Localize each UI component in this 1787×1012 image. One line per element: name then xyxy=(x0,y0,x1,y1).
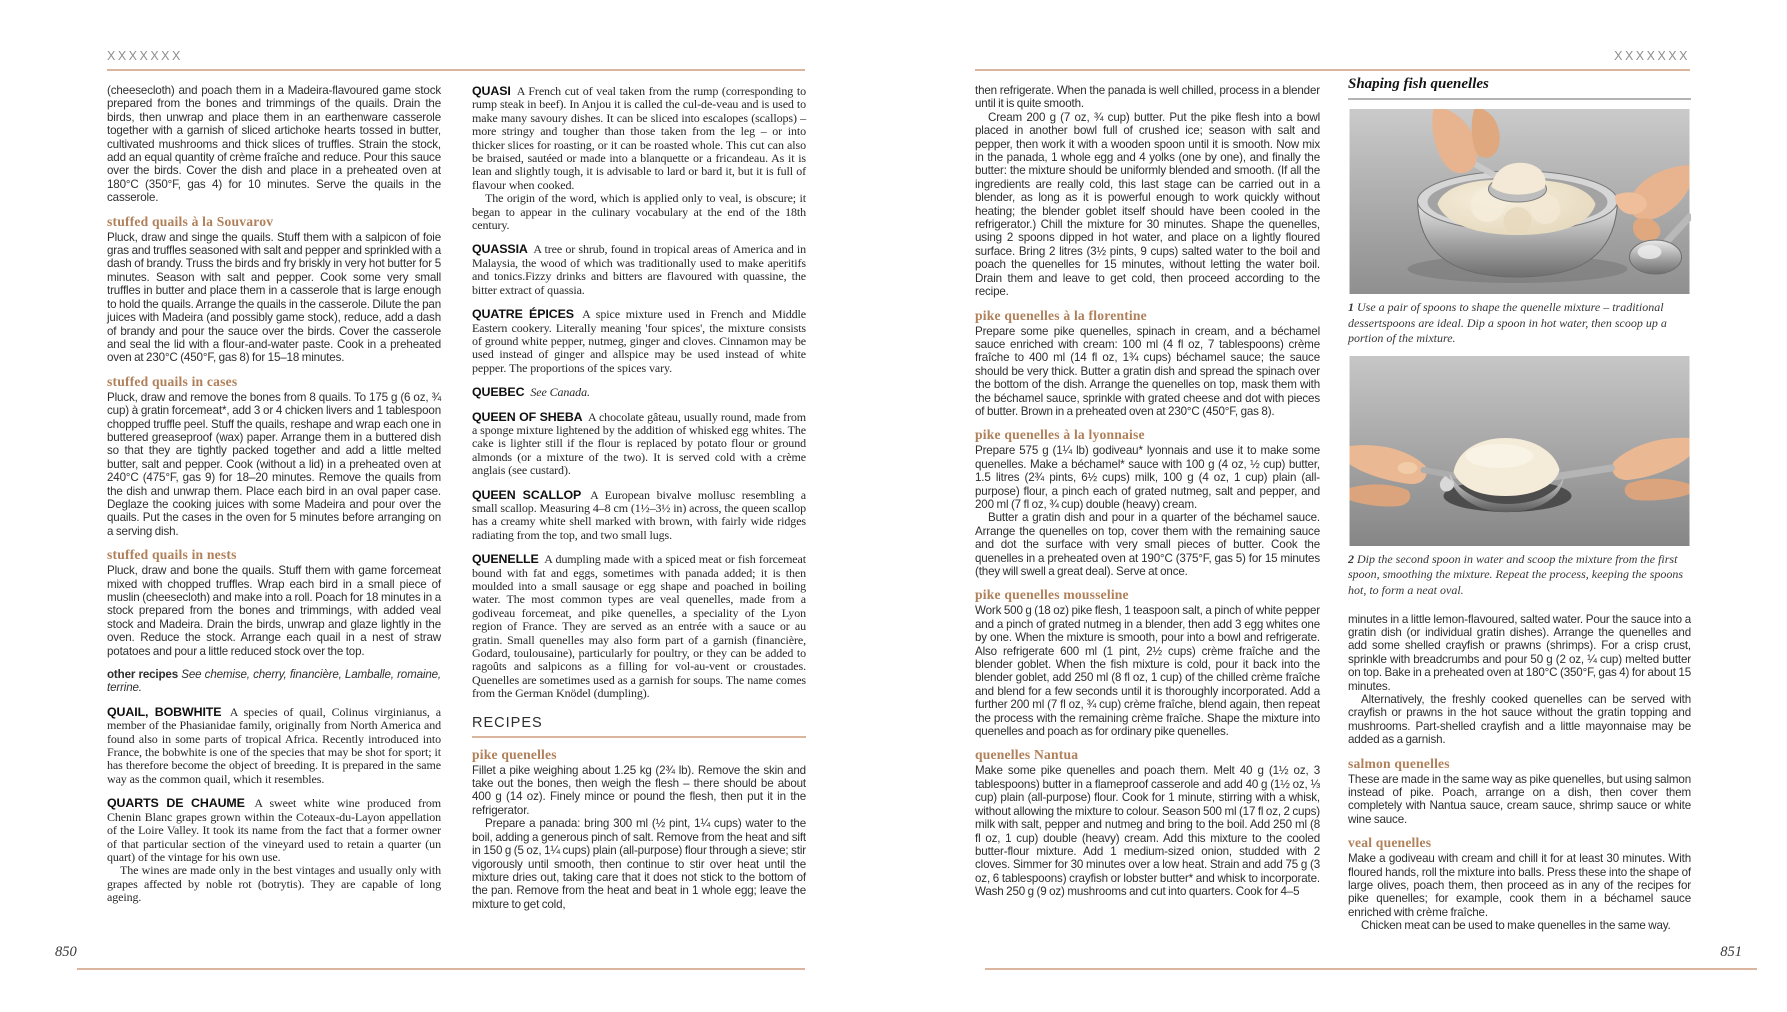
recipe-heading-nantua: quenelles Nantua xyxy=(975,747,1079,763)
recipe-heading-mousseline: pike quenelles mousseline xyxy=(975,587,1129,603)
recipe-body-mousseline: Work 500 g (18 oz) pike flesh, 1 teaspoon salt, a pinch of white pepper and a pinch of grated nutmeg in a blender, then add 3 egg whites one by one. When the mixture is smooth, pour into a bowl and refrigerate. Also refrigerate 600 ml (1 pint, 2½ cups) crème fraîche and the blender goblet. When the fish mixture is cold, pour it back into the blender goblet, add 250 ml (8 fl oz, 1 cup) of the chilled crème fraîche and blend for a few seconds until it is thoroughly incorporated. Add a further 200 ml (7 fl oz, ¾ cup) crème fraîche, blend again, then repeat the process with the remaining crème fraîche. Shape the mixture into quenelles and poach as for ordinary pike quenelles. xyxy=(975,604,1320,739)
entry-term: QUARTS DE CHAUME xyxy=(107,796,245,811)
recipes-section-heading: RECIPES xyxy=(472,715,806,738)
recipe-body-pike-quenelles-continued: Prepare a panada: bring 300 ml (½ pint, 1¼ cups) water to the boil, adding a generous pinch of salt. Remove from the heat and sift in 150 g (5 oz, 1¼ cups) plain (all-purpose) flour through a sieve; stir vigorously until smooth, then continue to stir over heat until the mixture dries out, taking care that it does not stick to the bottom of the pan. Remove from the heat and beat in 1 whole egg; leave the mixture to get cold, xyxy=(472,817,806,911)
entry-body: A European bivalve mollusc resembling a small scallop. Measuring 4–8 cm (1½–3½ in) across, the queen scallop has a creamy white shell marked with brown, with fairly wide ridges radiating from the top, and two small lugs. xyxy=(472,487,806,542)
entry-queen-scallop xyxy=(472,488,806,543)
recipe-body-souvarov: Pluck, draw and singe the quails. Stuff them with a salpicon of foie gras and truffles seasoned with salt and pepper and sprinkled with a dash of brandy. Truss the birds and fry briskly in very hot butter for 5 minutes. Season with salt and pepper. Cook some very small truffles in butter and place them in a casserole that is large enough to hold the quails. Arrange the quails in the casserole. Dilute the pan juices with Madeira (and possibly game stock), reduce, add a dash of brandy and pour the sauce over the birds. Cover the casserole and seal the lid with a flour-and-water paste. Cook in a preheated oven at 230°C (450°F, gas 8) for 15–18 minutes. xyxy=(107,230,441,365)
right-column-1 xyxy=(975,84,1320,899)
entry-term: QUASI xyxy=(472,84,511,98)
recipe-body-veal-quenelles-continued: Chicken meat can be used to make quenelles in the same way. xyxy=(1361,919,1671,933)
caption-number: 2 xyxy=(1348,551,1354,566)
other-recipes-list: See chemise, cherry, financière, Lamballe, romaine, terrine. xyxy=(107,668,441,695)
recipe-body-lyonnaise: Prepare 575 g (1¼ lb) godiveau* lyonnais and use it to make some quenelles. Make a béchamel* sauce with 100 g (4 oz, ½ cup) butter, 1.5 litres (2¾ pints, 6½ cups) milk, 100 g (4 oz, 1 cup) plain (all-purpose) flour, a pinch each of grated nutmeg, salt and pepper, and 200 ml (7 fl oz, ¾ cup) double (heavy) cream. xyxy=(975,444,1320,511)
recipe-heading-pike-quenelles: pike quenelles xyxy=(472,746,557,762)
entry-body: A French cut of veal taken from the rump (corresponding to rump steak in beef). In Anjou it is called the cul-de-veau and is used to make many savoury dishes. It can be sliced into escalopes (scallops) – more stringy and tougher than those taken from the leg – or into thicker slices for roasting, or it can be roasted whole. This cut can also be braised, sautéed or made into a blanquette or a fricandeau. As it is lean and slightly tough, it is advisable to lard or bard it, but it is full of flavour when cooked. xyxy=(472,84,806,192)
right-footer-rule xyxy=(985,968,1757,970)
right-header-rule xyxy=(975,69,1690,71)
recipe-body-lyonnaise-continued: Butter a gratin dish and pour in a quarter of the béchamel sauce. Arrange the quenelles on top, cover them with the remaining sauce and dot the surface with very small pieces of butter. Cook the quenelles in a preheated oven at 190°C (375°F, gas 5) for 15 minutes (they will swell a great deal). Serve at once. xyxy=(975,511,1320,578)
entry-term: QUASSIA xyxy=(472,242,528,257)
recipe-heading-florentine: pike quenelles à la florentine xyxy=(975,307,1147,323)
entry-body-continued: The wines are made only in the best vintages and usually only with grapes affected by noble rot (botrytis). They are capable of long ageing. xyxy=(107,863,441,905)
recipe-body-pike-quenelles: Fillet a pike weighing about 1.25 kg (2¾ lb). Remove the skin and take out the bones, then weigh the flesh – there should be about 400 g (14 oz). Finely mince or pound the flesh, then put it in the refrigerator. xyxy=(472,763,806,817)
entry-body: A sweet white wine produced from Chenin Blanc grapes grown within the Coteaux-du-Layon appellation of the Loire Valley. It took its name from the fact that a former owner of that particular section of the vineyard used to retain a quarter (un quart) of the vintage for his own use. xyxy=(107,796,441,864)
entry-term: QUEEN SCALLOP xyxy=(472,487,582,502)
recipe-heading-souvarov: stuffed quails à la Souvarov xyxy=(107,213,274,229)
quenelle-step2-photo xyxy=(1348,356,1691,546)
recipe-body-cases: Pluck, draw and remove the bones from 8 quails. To 175 g (6 oz, ¾ cup) à gratin forcemeat*, add 3 or 4 chicken livers and 1 tablespoon chopped truffle peel. Stuff the quails, reshape and wrap each one in buttered greaseproof (wax) paper. Arrange them in a buttered dish so that they are tightly packed together and add a little melted butter, salt and pepper. Cook (without a lid) in a preheated oven at 240°C (475°F, gas 9) for 18–20 minutes. Remove the quails from the dish and unwrap them. Place each bird in an oval paper case. Deglaze the cooking juices with some Madeira and pour over the quails. Put the cases in the oven for 5 minutes before arranging on a serving dish. xyxy=(107,390,441,538)
entry-continuation-paragraph: (cheesecloth) and poach them in a Madeira-flavoured game stock prepared from the bones and trimmings of the quails. Drain the birds, then unwrap and place them in an earthenware casserole together with a garnish of sliced artichoke hearts tossed in butter, cultivated mushrooms and thick slices of truffles. Strain the stock, add an equal quantity of crème fraîche and reduce. Pour this sauce over the birds. Cover the dish and place in a preheated oven at 180°C (350°F, gas 4) for 10 minutes. Serve the quails in the casserole. xyxy=(107,84,441,205)
recipe-body-nests: Pluck, draw and bone the quails. Stuff them with game forcemeat mixed with chopped truffles. Wrap each bird in a small piece of muslin (cheesecloth) and make into a roll. Poach for 18 minutes in a stock prepared from the bones and trimmings, with added veal stock and Madeira. Drain the birds, unwrap and glaze lightly in the oven. Reduce the stock. Arrange each quail in a nest of straw potatoes and pour a little reduced stock over the top. xyxy=(107,564,441,658)
caption-number: 1 xyxy=(1348,300,1354,314)
entry-quatre-epices xyxy=(472,307,806,375)
entry-term: QUAIL, BOBWHITE xyxy=(107,704,222,719)
other-recipes-note xyxy=(107,668,441,695)
recipe-heading-salmon-quenelles: salmon quenelles xyxy=(1348,755,1450,771)
right-column-2 xyxy=(1348,76,1691,933)
entry-quail-bobwhite xyxy=(107,705,441,786)
left-header-rule xyxy=(107,69,805,71)
caption-text: Use a pair of spoons to shape the quenelle mixture – traditional dessertspoons are ideal. Dip a spoon in hot water, then scoop up a portion of the mixture. xyxy=(1348,300,1667,346)
recipe-heading-lyonnaise: pike quenelles à la lyonnaise xyxy=(975,427,1145,443)
recipe-heading-veal-quenelles: veal quenelles xyxy=(1348,835,1432,851)
recipe-heading-nests: stuffed quails in nests xyxy=(107,547,237,563)
recipe-heading-cases: stuffed quails in cases xyxy=(107,373,238,389)
entry-body: A tree or shrub, found in tropical areas of America and in Malaysia, the wood of which was traditionally used to make aperitifs and tonics.Fizzy drinks and bitters are flavoured with quassine, the bitter extract of quassia. xyxy=(472,242,806,297)
right-running-head: XXXXXXX xyxy=(1614,49,1690,63)
right-page-number: 851 xyxy=(1720,944,1742,960)
left-page-number: 850 xyxy=(55,944,77,960)
entry-queen-of-sheba xyxy=(472,410,806,478)
entry-body: A chocolate gâteau, usually round, made from a sponge mixture lightened by the addition of whisked egg whites. The cake is lighter still if the flour is replaced by potato flour or ground almonds (or a mixture of the two). It is served cold with a crème anglais (see custard). xyxy=(472,409,806,478)
recipe-body-nantua: Make some pike quenelles and poach them. Melt 40 g (1½ oz, 3 tablespoons) butter in a flameproof casserole and add 40 g (1½ oz, ⅓ cup) plain (all-purpose) flour. Cook for 1 minute, stirring with a whisk, without allowing the mixture to colour. Season 500 ml (17 fl oz, 2 cups) milk with salt, pepper and nutmeg and bring to the boil. Add 250 ml (8 fl oz, 1 cup) double (heavy) cream. Add this mixture to the cooled butter-flour mixture. Add 1 medium-sized onion, studded with 2 cloves. Simmer for 30 minutes over a low heat. Strain and add 75 g (3 oz, 6 tablespoons) crayfish or lobster butter* and whisk to incorporate. Wash 250 g (9 oz) mushrooms and cut into quarters. Cook for 4–5 xyxy=(975,764,1320,899)
photo-caption-2 xyxy=(1348,552,1691,599)
entry-body: See Canada. xyxy=(530,385,590,400)
entry-quarts-de-chaume xyxy=(107,796,441,864)
entry-quebec xyxy=(472,385,806,399)
recipe-body-veal-quenelles: Make a godiveau with cream and chill it for at least 30 minutes. With floured hands, roll the mixture into balls. Press these into the shape of large olives, poach them, then proceed as in any of the recipes for pike quenelles; for example, cook them in a béchamel sauce enriched with crème fraîche. xyxy=(1348,852,1691,919)
entry-term: QUATRE ÉPICES xyxy=(472,307,574,322)
entry-body-continued: The origin of the word, which is applied only to veal, is obscure; it began to appear in the culinary vocabulary at the end of the 18th century. xyxy=(472,191,806,233)
caption-text: Dip the second spoon in water and scoop the mixture from the first spoon, smoothing the mixture. Repeat the process, keeping the spoons hot, to form a neat oval. xyxy=(1348,551,1684,597)
left-column-1 xyxy=(107,84,441,905)
quenelle-step1-photo xyxy=(1348,109,1691,294)
recipe-continuation-paragraph-2: Cream 200 g (7 oz, ¾ cup) butter. Put the pike flesh into a bowl placed in another bowl full of crushed ice; season with salt and pepper, then work it with a wooden spoon until it is smooth. Now mix in the panada, 1 whole egg and 4 yolks (one by one), and finally the butter: the mixture should be uniformly blended and smooth. (If all the ingredients are really cold, this last stage can be carried out in a blender, as long as it is powerful enough to work quickly without heating; the blender goblet itself should have been cooled in the refrigerator.) Chill the mixture for 30 minutes. Shape the quenelles, using 2 spoons dipped in hot water, and place on a lightly floured surface. Bring 2 litres (3½ pints, 9 cups) salted water to the boil and poach the quenelles for 15 minutes, without letting the water boil. Drain them and leave to get cold, then proceed according to the recipe. xyxy=(975,110,1320,299)
entry-body: A species of quail, Colinus virginianus, a member of the Phasianidae family, originally from North America and found also in some parts of tropical Africa. Recently introduced into France, the bobwhite is one of the species that may be shot for sport; it has therefore become the object of breeding. It is prepared in the same way as the common quail, which it resembles. xyxy=(107,704,441,786)
recipe-body-salmon-quenelles: These are made in the same way as pike quenelles, but using salmon instead of pike. Poach, arrange on a dish, then cover them completely with Nantua sauce, cream sauce, shrimp sauce or white wine sauce. xyxy=(1348,772,1691,826)
entry-term: QUEEN OF SHEBA xyxy=(472,409,583,424)
entry-quenelle xyxy=(472,552,806,700)
entry-body: A dumpling made with a spiced meat or fish forcemeat bound with fat and eggs, sometimes with panada added; it is then moulded into a small sausage or egg shape and poached in boiling water. The most common types are veal quenelles, made from a godiveau forcemeat, and pike quenelles, a speciality of the Lyon region of France. They are served as an entrée with a sauce or au gratin. Small quenelles may also form part of a garnish (financière, Godard, toulousaine), particularly for poultry, or they can be added to ragoûts and salpicons as a filling for vol-au-vent or croustades. Quenelles are sometimes used as a garnish for soups. The name comes from the German Knödel (dumpling). xyxy=(472,552,806,701)
left-running-head: XXXXXXX xyxy=(107,49,183,63)
recipe-nantua-continued-2: Alternatively, the freshly cooked quenelles can be served with crayfish or prawns in the hot sauce without the gratin topping and mushrooms. Part-shelled crayfish and a little mayonnaise may be added as a garnish. xyxy=(1348,693,1691,747)
other-recipes-label: other recipes xyxy=(107,668,179,682)
recipe-continuation-paragraph: then refrigerate. When the panada is well chilled, process in a blender until it is quite smooth. xyxy=(975,84,1320,111)
photo-box-title: Shaping fish quenelles xyxy=(1348,76,1691,100)
photo-caption-1 xyxy=(1348,300,1691,347)
left-footer-rule xyxy=(77,968,805,970)
recipe-nantua-continued: minutes in a little lemon-flavoured, salted water. Pour the sauce into a gratin dish (or individual gratin dishes). Arrange the quenelles and add some shelled crayfish or prawns (shrimps). For a crisp crust, sprinkle with breadcrumbs and pour 50 g (2 oz, ¼ cup) melted butter on top. Bake in a preheated oven at 180°C (350°F, gas 4) for about 15 minutes. xyxy=(1348,612,1691,693)
entry-term: QUENELLE xyxy=(472,552,539,567)
entry-quassia xyxy=(472,242,806,297)
entry-body: A spice mixture used in French and Middle Eastern cookery. Literally meaning 'four spices', the mixture consists of ground white pepper, nutmeg, ginger and cloves. Cinnamon may be used instead of ginger and allspice may be used instead of white pepper. The proportions of the spices vary. xyxy=(472,307,806,375)
entry-quasi xyxy=(472,84,806,192)
recipe-body-florentine: Prepare some pike quenelles, spinach in cream, and a béchamel sauce enriched with cream: 100 ml (4 fl oz, 7 tablespoons) crème fraîche to 400 ml (14 fl oz, 1¾ cups) béchamel sauce; the sauce should be very thick. Butter a gratin dish and spread the spinach over the bottom of the dish. Arrange the quenelles on top, mask them with the béchamel sauce, sprinkle with grated cheese and dot with pieces of butter. Brown in a preheated oven at 230°C (450°F, gas 8). xyxy=(975,324,1320,418)
entry-term: QUEBEC xyxy=(472,385,525,400)
left-column-2 xyxy=(472,84,806,911)
